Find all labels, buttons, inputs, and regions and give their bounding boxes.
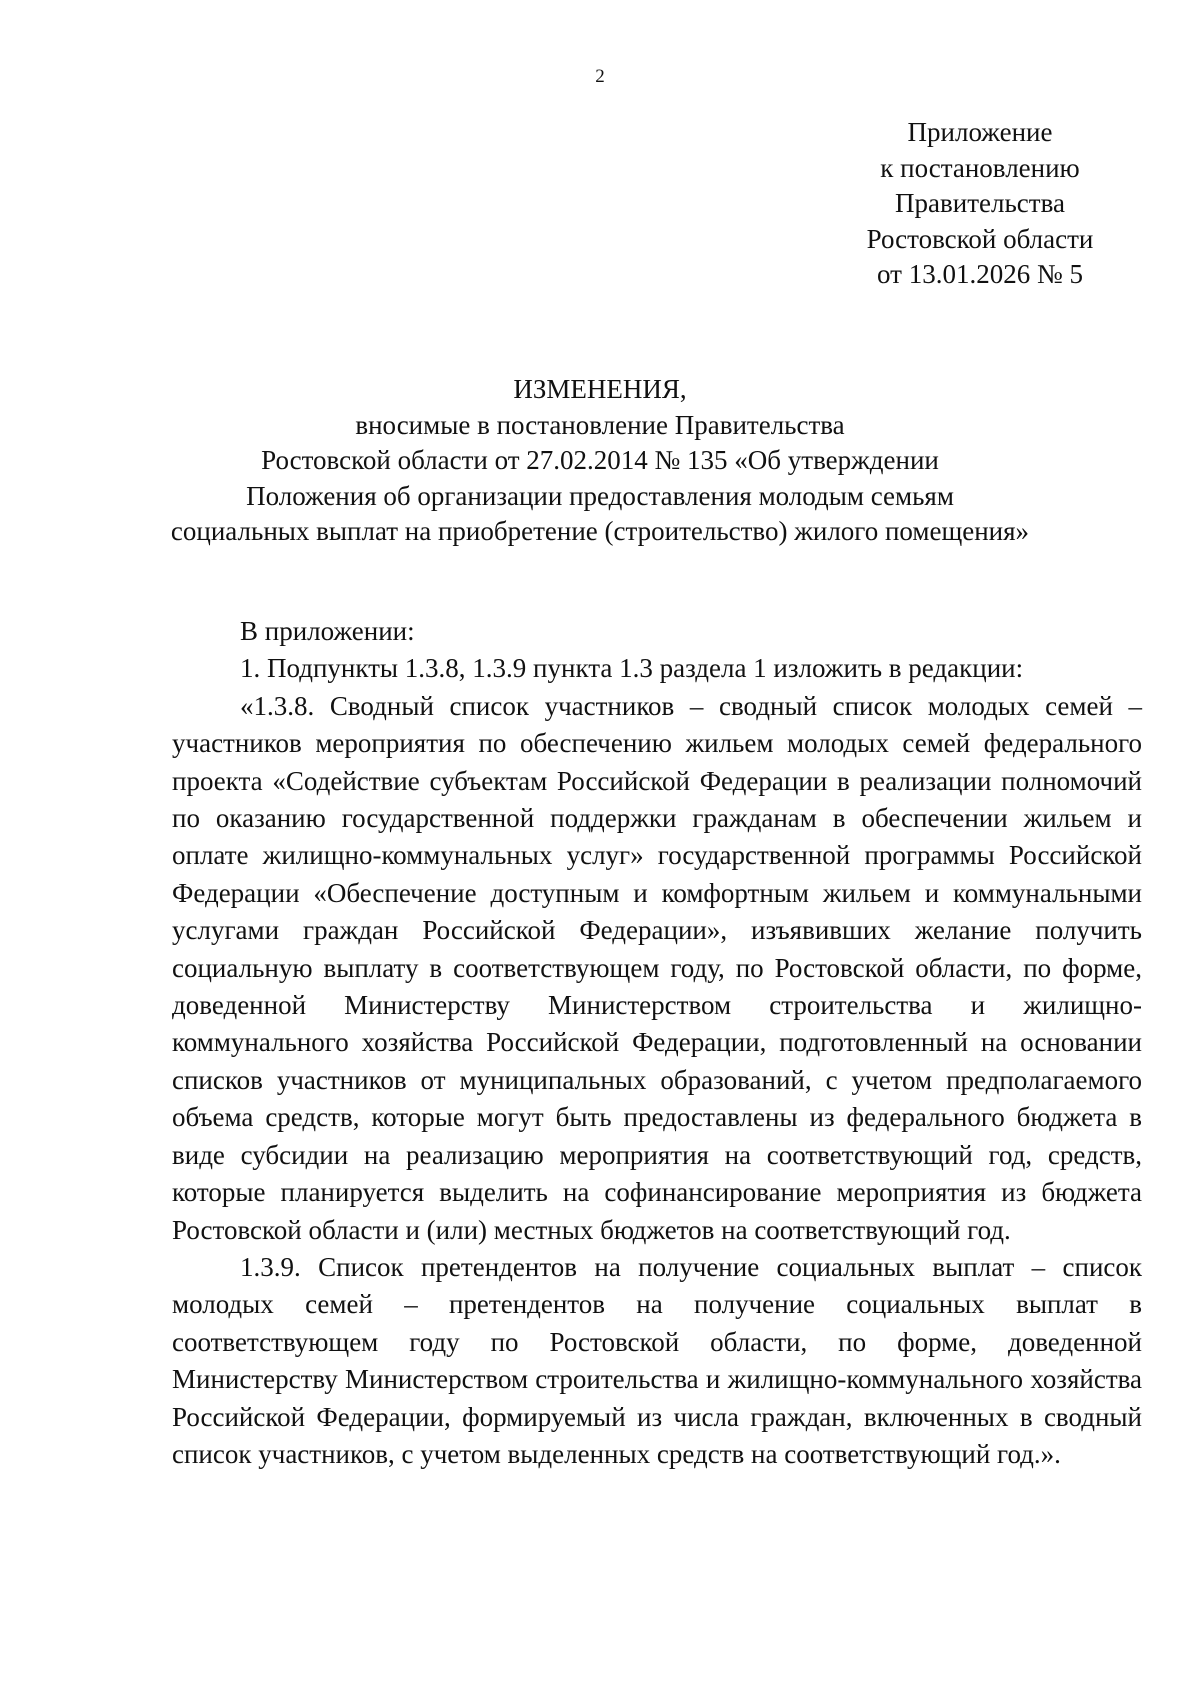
title-line: социальных выплат на приобретение (строительство) жилого помещения» xyxy=(170,516,1030,546)
intro-paragraph: В приложении: xyxy=(240,616,415,646)
document-body xyxy=(172,613,1142,1473)
subitem-1-3-9-paragraph: 1.3.9. Список претендентов на получение социальных выплат – список молодых семей – претендентов на получение социальных выплат в соответствующем году по Ростовской области, по форме, доведенной Министерству Министерством строительства и жилищно-коммунального хозяйства Российской Федерации, формируемый из числа граждан, включенных в сводный список участников, с учетом выделенных средств на соответствующий год.». xyxy=(172,1251,1142,1469)
title-line: вносимые в постановление Правительства xyxy=(355,409,845,440)
appendix-date-number: от 13.01.2026 № 5 xyxy=(877,259,1083,289)
title-heading: ИЗМЕНЕНИЯ, xyxy=(513,374,687,404)
appendix-line: Приложение xyxy=(907,117,1053,147)
appendix-line: Ростовской области xyxy=(866,223,1094,254)
item-1-paragraph: 1. Подпункты 1.3.8, 1.3.9 пункта 1.3 раздела 1 изложить в редакции: xyxy=(240,653,1024,684)
subitem-1-3-8-paragraph: «1.3.8. Сводный список участников – сводный список молодых семей – участников мероприятия по обеспечению жильем молодых семей федерального проекта «Содействие субъектам Российской Федерации в реализации полномочий по оказанию государственной поддержки гражданам в обеспечении жильем и оплате жилищно-коммунальных услуг» государственной программы Российской Федерации «Обеспечение доступным и комфортным жильем и коммунальными услугами граждан Российской Федерации», изъявивших желание получить социальную выплату в соответствующем году, по Ростовской области, по форме, доведенной Министерству Министерством строительства и жилищно-коммунального хозяйства Российской Федерации, подготовленный на основании списков участников от муниципальных образований, с учетом предполагаемого объема средств, которые могут быть предоставлены из федерального бюджета в виде субсидии на реализацию мероприятия на соответствующий год, средств, которые планируется выделить на софинансирование мероприятия из бюджета Ростовской области и (или) местных бюджетов на соответствующий год. xyxy=(172,690,1142,1245)
document-title xyxy=(150,372,1050,550)
appendix-header xyxy=(830,115,1130,293)
appendix-line: к постановлению xyxy=(880,152,1080,183)
title-line: Положения об организации предоставления молодым семьям xyxy=(246,480,954,511)
appendix-line: Правительства xyxy=(895,188,1065,218)
title-line: Ростовской области от 27.02.2014 № 135 «Об утверждении xyxy=(261,445,939,475)
page-number: 2 xyxy=(595,66,605,87)
